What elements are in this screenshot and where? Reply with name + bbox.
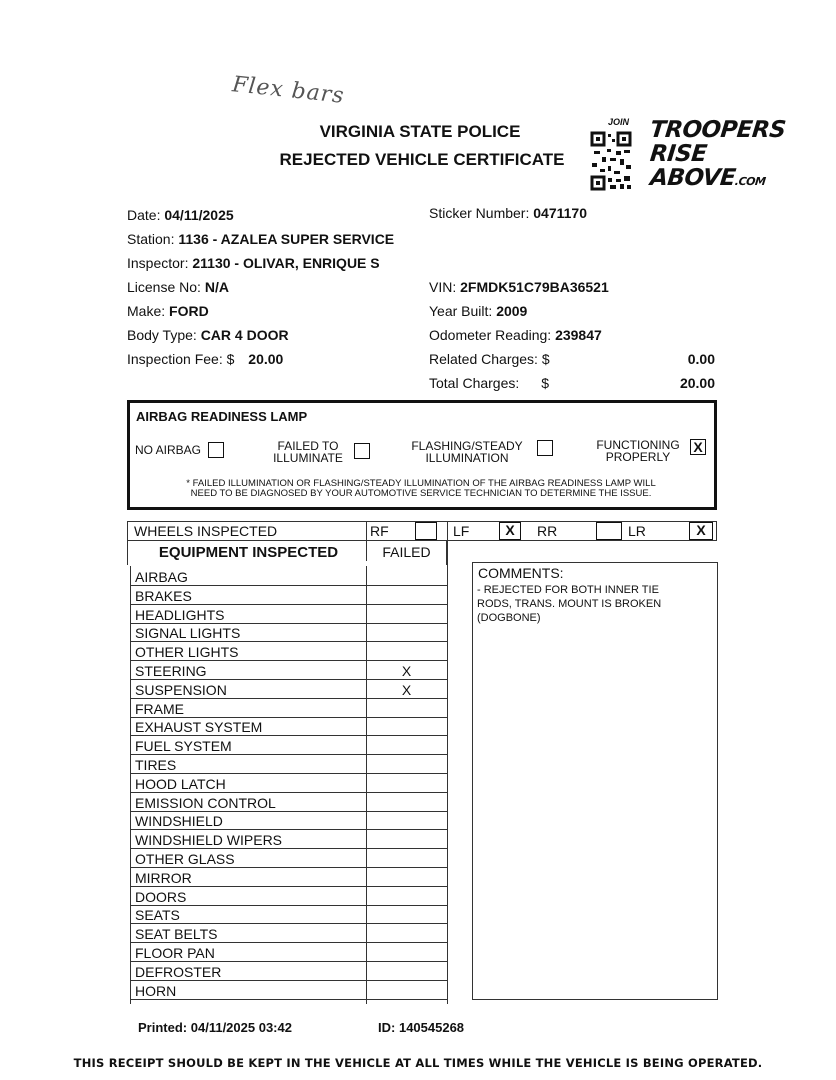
wheel-rr-checkbox xyxy=(596,522,622,540)
license-field: License No: N/A xyxy=(127,279,229,295)
related-charges-field: Related Charges: $ xyxy=(429,351,550,367)
equipment-item: WINDSHIELD xyxy=(131,812,366,830)
station-value: 1136 - AZALEA SUPER SERVICE xyxy=(178,231,395,247)
wheels-inspected-label: WHEELS INSPECTED xyxy=(134,523,278,539)
header-document-title: REJECTED VEHICLE CERTIFICATE xyxy=(279,150,565,169)
equipment-failed-mark xyxy=(366,831,447,849)
sticker-number-value: 0471170 xyxy=(533,205,587,221)
equipment-failed-mark xyxy=(366,624,447,642)
equipment-item: SEATS xyxy=(131,906,366,924)
wheel-lr-label: LR xyxy=(628,523,646,539)
comments-title: COMMENTS: xyxy=(478,565,564,581)
inspector-value: 21130 - OLIVAR, ENRIQUE S xyxy=(192,255,380,271)
troopers-logo xyxy=(590,117,787,197)
printed-timestamp: Printed: 04/11/2025 03:42 xyxy=(138,1020,292,1035)
equipment-inspected-header: EQUIPMENT INSPECTED xyxy=(158,544,339,561)
equipment-failed-mark xyxy=(366,568,447,586)
equipment-failed-mark xyxy=(366,869,447,887)
equipment-failed-mark xyxy=(366,944,447,962)
make-value: FORD xyxy=(169,303,209,319)
related-charges-value: 0.00 xyxy=(687,351,715,367)
equipment-failed-mark: X xyxy=(366,681,447,699)
sticker-number-field: Sticker Number: 0471170 xyxy=(429,205,587,221)
date-value: 04/11/2025 xyxy=(164,207,234,223)
wheel-lf-checkbox: X xyxy=(499,522,521,540)
date-field: Date: 04/11/2025 xyxy=(127,207,234,223)
wheel-lr-checkbox: X xyxy=(689,522,713,540)
failed-column-header: FAILED xyxy=(382,544,431,560)
flashing-steady-checkbox xyxy=(537,440,553,456)
equipment-failed-mark xyxy=(366,906,447,924)
header-agency: VIRGINIA STATE POLICE xyxy=(319,122,521,141)
equipment-failed-mark xyxy=(366,756,447,774)
wheel-divider xyxy=(447,521,448,541)
airbag-option-failed: FAILED TO ILLUMINATE xyxy=(273,439,343,465)
equipment-item: FRAME xyxy=(131,700,366,718)
equipment-item: OTHER GLASS xyxy=(131,850,366,868)
vin-value: 2FMDK51C79BA36521 xyxy=(460,279,609,295)
equipment-item: EXHAUST SYSTEM xyxy=(131,718,366,736)
inspector-field: Inspector: 21130 - OLIVAR, ENRIQUE S xyxy=(127,255,380,271)
wheel-rf-checkbox xyxy=(415,522,437,540)
wheel-rf-label: RF xyxy=(370,523,389,539)
equipment-failed-mark xyxy=(366,925,447,943)
equipment-item: HOOD LATCH xyxy=(131,775,366,793)
equipment-failed-mark xyxy=(366,850,447,868)
equipment-item: SIGNAL LIGHTS xyxy=(131,624,366,642)
equipment-failed-mark xyxy=(366,700,447,718)
equipment-failed-mark xyxy=(366,606,447,624)
equipment-failed-mark xyxy=(366,963,447,981)
equipment-item: FUEL SYSTEM xyxy=(131,737,366,755)
vin-field: VIN: 2FMDK51C79BA36521 xyxy=(429,279,609,295)
no-airbag-checkbox xyxy=(208,442,224,458)
equipment-failed-mark xyxy=(366,888,447,906)
equipment-item: SUSPENSION xyxy=(131,681,366,699)
make-field: Make: FORD xyxy=(127,303,209,319)
comments-box xyxy=(472,562,718,1000)
equipment-item: MIRROR xyxy=(131,869,366,887)
equipment-failed-mark xyxy=(366,794,447,812)
logo-line-2: RISE xyxy=(648,141,708,167)
logo-join: JOIN xyxy=(608,117,630,127)
equipment-item: SEAT BELTS xyxy=(131,925,366,943)
odometer-field: Odometer Reading: 239847 xyxy=(429,327,602,343)
wheel-rr-label: RR xyxy=(537,523,558,539)
equipment-failed-mark xyxy=(366,812,447,830)
year-built-field: Year Built: 2009 xyxy=(429,303,528,319)
year-built-value: 2009 xyxy=(496,303,528,319)
equipment-item: WINDSHIELD WIPERS xyxy=(131,831,366,849)
equipment-item: FLOOR PAN xyxy=(131,944,366,962)
airbag-option-no-airbag: NO AIRBAG xyxy=(135,441,224,459)
equipment-item: HORN xyxy=(131,982,366,1000)
total-charges-value: 20.00 xyxy=(679,375,715,391)
body-type-field: Body Type: CAR 4 DOOR xyxy=(127,327,289,343)
equipment-failed-mark xyxy=(366,775,447,793)
airbag-option-flashing: FLASHING/STEADY ILLUMINATION xyxy=(411,439,523,465)
equipment-item: STEERING xyxy=(131,662,366,680)
equipment-failed-mark: X xyxy=(366,662,447,680)
equipment-right-border xyxy=(447,541,448,1004)
logo-line-1: TROOPERS xyxy=(648,117,787,143)
wheel-lf-label: LF xyxy=(453,523,470,539)
airbag-title: AIRBAG READINESS LAMP xyxy=(136,409,308,424)
qr-code-icon xyxy=(590,131,634,193)
equipment-item: DEFROSTER xyxy=(131,963,366,981)
equipment-failed-mark xyxy=(366,718,447,736)
body-type-value: CAR 4 DOOR xyxy=(200,327,289,343)
equipment-item: DOORS xyxy=(131,888,366,906)
airbag-note: * FAILED ILLUMINATION OR FLASHING/STEADY ILLUMINATION OF THE AIRBAG READINESS LAMP WILL NEED TO BE DIAGNOSED BY YOUR AUTOMOTIVE SERVICE TECHNICIAN TO DETERMINE THE ISSUE. xyxy=(186,478,656,499)
airbag-readiness-box xyxy=(127,400,717,510)
equipment-failed-mark xyxy=(366,587,447,605)
functioning-properly-checkbox: X xyxy=(690,439,706,455)
equipment-failed-mark xyxy=(366,982,447,1000)
handwritten-note: Flex bars xyxy=(231,72,346,109)
inspection-fee-field: Inspection Fee: $ 20.00 xyxy=(127,351,284,367)
equipment-failed-mark xyxy=(366,643,447,661)
equipment-item: TIRES xyxy=(131,756,366,774)
equipment-item: AIRBAG xyxy=(131,568,366,586)
retention-notice: THIS RECEIPT SHOULD BE KEPT IN THE VEHICLE AT ALL TIMES WHILE THE VEHICLE IS BEING OPERATED. xyxy=(73,1056,763,1070)
total-charges-field: Total Charges: $ xyxy=(429,375,550,391)
inspection-fee-value: 20.00 xyxy=(248,351,284,367)
comments-text: - REJECTED FOR BOTH INNER TIE RODS, TRANS. MOUNT IS BROKEN (DOGBONE) xyxy=(477,584,662,624)
equipment-item: EMISSION CONTROL xyxy=(131,794,366,812)
airbag-option-functioning: FUNCTIONING PROPERLY xyxy=(596,438,680,464)
certificate-id: ID: 140545268 xyxy=(378,1020,465,1035)
license-value: N/A xyxy=(204,279,229,295)
station-field: Station: 1136 - AZALEA SUPER SERVICE xyxy=(127,231,395,247)
odometer-value: 239847 xyxy=(555,327,602,343)
logo-line-3: ABOVE.COM xyxy=(648,165,767,191)
equipment-item: BRAKES xyxy=(131,587,366,605)
equipment-item: HEADLIGHTS xyxy=(131,606,366,624)
equipment-item: OTHER LIGHTS xyxy=(131,643,366,661)
equipment-failed-mark xyxy=(366,737,447,755)
failed-to-illuminate-checkbox xyxy=(354,443,370,459)
